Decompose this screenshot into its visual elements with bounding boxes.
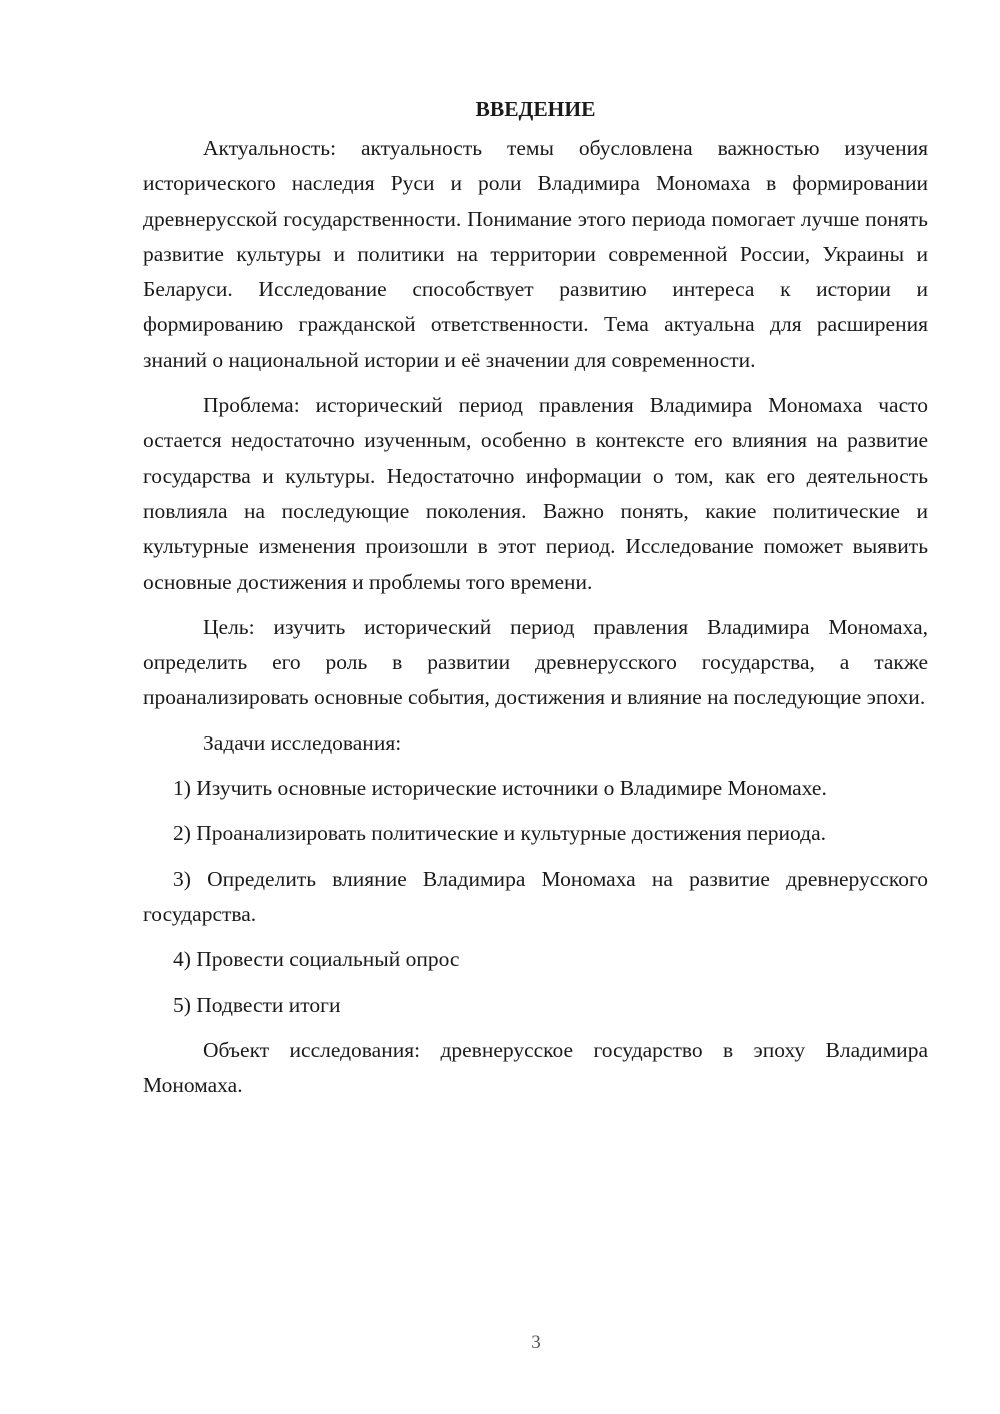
task-item-2: 2) Проанализировать политические и культурные достижения периода. <box>173 821 827 846</box>
page-number: 3 <box>531 1332 541 1353</box>
section-title: ВВЕДЕНИЕ <box>475 97 596 121</box>
document-page <box>143 92 928 1113</box>
task-item-5: 5) Подвести итоги <box>173 992 341 1017</box>
task-item-4: 4) Провести социальный опрос <box>173 947 460 972</box>
paragraph-goal: Цель: изучить исторический период правления Владимира Мономаха, определить его роль в развитии древнерусского государства, а также проанализировать основные события, достижения и влияние на последующие эпохи. <box>143 614 928 710</box>
tasks-heading: Задачи исследования: <box>203 730 402 755</box>
paragraph-relevance: Актуальность: актуальность темы обусловлена важностью изучения исторического наследия Руси и роли Владимира Мономаха в формировании древнерусской государственности. Понимание этого периода помогает лучше понять развитие культуры и политики на территории современной России, Украины и Беларуси. Исследование способствует развитию интереса к истории и формированию гражданской ответственности. Тема актуальна для расширения знаний о национальной истории и её значении для современности. <box>143 136 928 372</box>
task-item-1: 1) Изучить основные исторические источники о Владимире Мономахе. <box>173 776 827 801</box>
task-item-3: 3) Определить влияние Владимира Мономаха на развитие древнерусского государства. <box>143 866 928 926</box>
paragraph-object: Объект исследования: древнерусское государство в эпоху Владимира Мономаха. <box>143 1037 928 1098</box>
paragraph-problem: Проблема: исторический период правления Владимира Мономаха часто остается недостаточно изученным, особенно в контексте его влияния на развитие государства и культуры. Недостаточно информации о том, как его деятельность повлияла на последующие поколения. Важно понять, какие политические и культурные изменения произошли в этот период. Исследование поможет выявить основные достижения и проблемы того времени. <box>143 393 928 594</box>
